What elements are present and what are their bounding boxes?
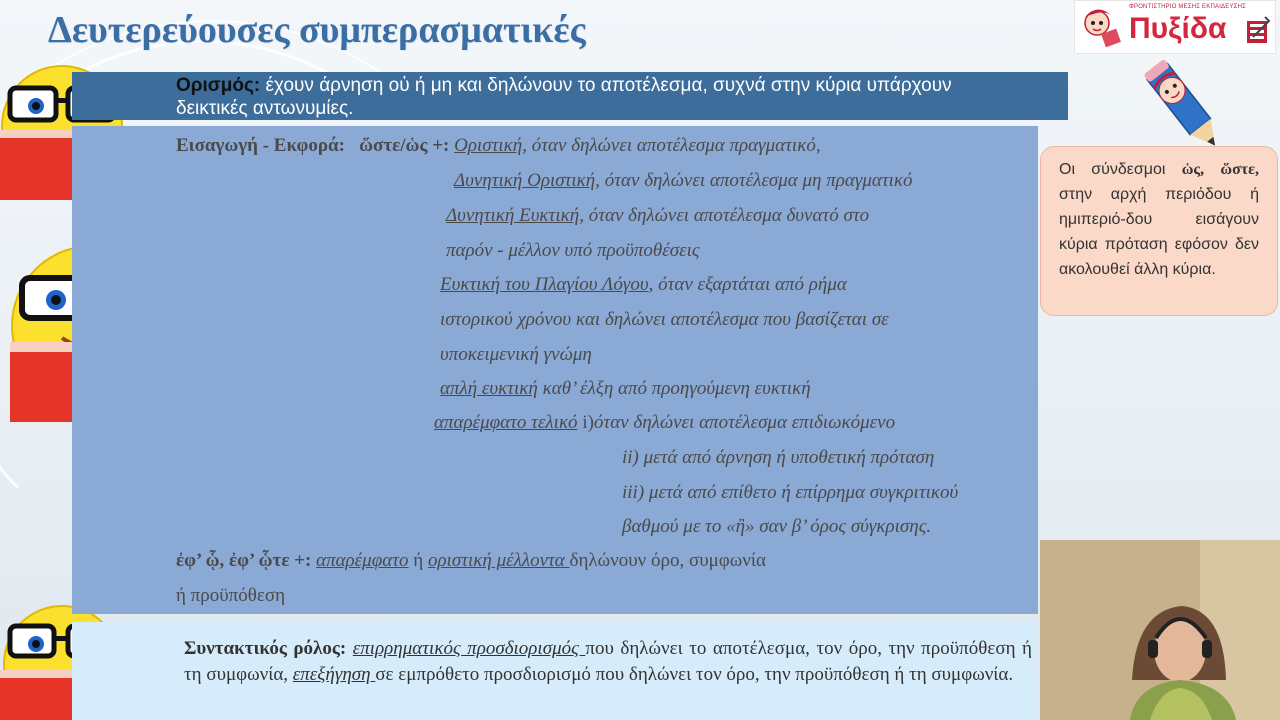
mood-desc: υποκειμενική γνώμη xyxy=(440,344,592,365)
case-number: i) xyxy=(577,412,594,433)
syntax-label: Συντακτικός ρόλος: xyxy=(184,638,347,659)
mood-label: Οριστική xyxy=(454,135,523,156)
case-desc: ii) μετά από άρνηση ή υποθετική πρόταση xyxy=(622,447,935,468)
intro-line xyxy=(434,411,895,435)
mood-label: απαρέμφατο xyxy=(316,550,409,571)
intro-line xyxy=(440,273,847,297)
intro-label: Εισαγωγή - Εκφορά: xyxy=(176,135,345,156)
logo-book-icon xyxy=(1245,15,1271,45)
mood-desc: ιστορικού χρόνου και δηλώνει αποτέλεσμα που βασίζεται σε xyxy=(440,309,889,330)
mood-label: απλή ευκτική xyxy=(440,378,538,399)
intro-line xyxy=(622,481,958,505)
intro-line xyxy=(440,308,889,332)
syntax-desc: που δηλώνει το αποτέλεσμα, τον όρο, την προϋπόθεση ή τη συμφωνία, xyxy=(184,638,1032,685)
intro-line xyxy=(446,204,869,228)
syntax-desc: σε εμπρόθετο προσδιορισμό που δηλώνει τον όρο, την προϋπόθεση ή τη συμφωνία. xyxy=(375,664,1014,685)
intro-line xyxy=(440,377,811,401)
definition-label: Ορισμός: xyxy=(176,75,261,96)
or-word: ή xyxy=(408,550,428,571)
mood-label: Δυνητική Ευκτική xyxy=(446,205,580,226)
ef-desc: ή προϋπόθεση xyxy=(176,585,286,606)
mood-desc: , όταν εξαρτάται από ρήμα xyxy=(648,274,847,295)
case-desc: iii) μετά από επίθετο ή επίρρημα συγκριτικού xyxy=(622,482,959,503)
case-desc: βαθμού με το «ἢ» σαν β’ όρος σύγκρισης. xyxy=(622,516,932,537)
intro-line xyxy=(440,343,592,367)
ef-desc: δηλώνουν όρο, συμφωνία xyxy=(569,550,766,571)
mood-label: οριστική μέλλοντα xyxy=(427,550,570,571)
intro-conj: ὥστε/ὡς +: xyxy=(359,135,450,156)
syntax-role: επιρρηματικός προσδιορισμός xyxy=(352,638,586,659)
note-pre: Οι σύνδεσμοι xyxy=(1059,161,1182,178)
mood-desc: , όταν δηλώνει αποτέλεσμα δυνατό στο xyxy=(579,205,870,226)
intro-line xyxy=(622,515,931,539)
mood-desc: , όταν δηλώνει αποτέλεσμα πραγματικό, xyxy=(522,135,821,156)
note-conj2: ὥστε, xyxy=(1220,161,1259,178)
mood-desc: όταν δηλώνει αποτέλεσμα επιδιωκόμενο xyxy=(593,412,896,433)
intro-panel xyxy=(72,126,1038,614)
intro-line xyxy=(454,169,913,193)
definition-text xyxy=(176,74,1060,120)
intro-line xyxy=(622,446,934,470)
mood-desc: , όταν δηλώνει αποτέλεσμα μη πραγματικό xyxy=(595,170,913,191)
slide-title: Δευτερεύουσες συμπερασματικές xyxy=(48,9,586,51)
brand-logo xyxy=(1074,0,1276,54)
mood-label: απαρέμφατο τελικό xyxy=(434,412,578,433)
intro-line xyxy=(446,239,700,263)
logo-name: Πυξίδα xyxy=(1129,12,1227,45)
intro-line xyxy=(176,134,821,158)
presenter-video xyxy=(1040,540,1280,720)
intro-line xyxy=(176,549,766,573)
intro-line xyxy=(176,584,285,608)
note-bubble xyxy=(1040,146,1278,316)
definition-line1: έχουν άρνηση οὐ ή μη και δηλώνουν το αποτέλεσμα, συχνά στην κύρια υπάρχουν xyxy=(260,75,952,96)
definition-bar xyxy=(72,72,1068,120)
mood-label: Ευκτική του Πλαγίου Λόγου xyxy=(440,274,649,295)
note-conj1: ὡς, xyxy=(1181,161,1205,178)
mood-label: Δυνητική Οριστική xyxy=(454,170,596,191)
logo-mascot-icon xyxy=(1079,3,1123,49)
note-post: στην αρχή περιόδου ή ημιπεριό-δου εισάγουν κύρια πρόταση εφόσον δεν ακολουθεί άλλη κύρια. xyxy=(1059,186,1259,278)
syntax-role: επεξήγηση xyxy=(292,664,376,685)
webcam-feed xyxy=(1040,540,1280,720)
mood-desc: καθ’ έλξη από προηγούμενη ευκτική xyxy=(537,378,811,399)
definition-line2: δεικτικές αντωνυμίες. xyxy=(176,98,354,119)
syntax-panel xyxy=(72,622,1038,720)
mood-desc: παρόν - μέλλον υπό προϋποθέσεις xyxy=(446,240,700,261)
logo-tagline: ΦΡΟΝΤΙΣΤΗΡΙΟ ΜΕΣΗΣ ΕΚΠΑΙΔΕΥΣΗΣ xyxy=(1129,4,1247,10)
ef-label: ἐφ’ ᾧ, ἐφ’ ᾧτε +: xyxy=(176,550,312,571)
